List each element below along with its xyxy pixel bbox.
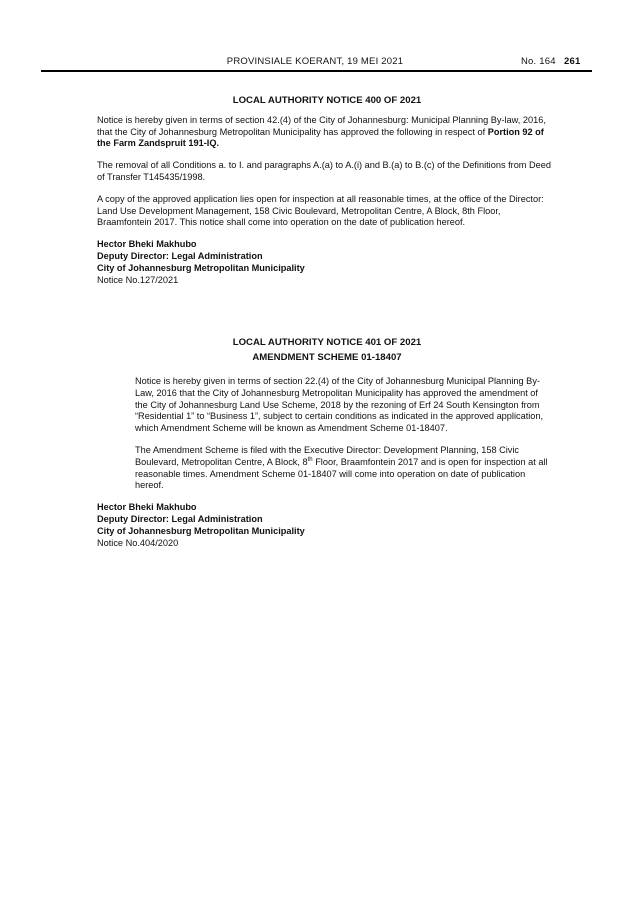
notice-400-p1-text: Notice is hereby given in terms of section 42.(4) of the City of Johannesburg: Municipal Planning By-law, 2016, that the City of Johannesburg Metropolitan Municipality has approved the following in respect of <box>97 114 546 137</box>
notice-401-paragraph-1: Notice is hereby given in terms of section 22.(4) of the City of Johannesburg Municipal Planning By-Law, 2016 that the City of Johannesburg Metropolitan Municipality has approved the amendment of the City of Johannesburg Land Use Scheme, 2018 by the rezoning of Erf 24 South Kensington from “Residential 1” to “Business 1”, subject to certain conditions as indicated in the approved application, which Amendment Scheme will be known as Amendment Scheme 01-18407. <box>135 375 544 434</box>
notice-400-paragraph-3: A copy of the approved application lies open for inspection at all reasonable times, at the office of the Director: Land Use Development Management, 158 Civic Boulevard, Metropolitan Centre, A Block, 8th Floor, Braamfontein 2017. This notice shall come into operation on the date of publication hereof. <box>97 193 544 228</box>
notice-400-paragraph-2: The removal of all Conditions a. to I. and paragraphs A.(a) to A.(i) and B.(a) to B.(c) of the Definitions from Deed of Transfer T145435/1998. <box>97 160 551 182</box>
notice-400-signatory-name: Hector Bheki Makhubo <box>97 239 197 250</box>
notice-400-number: Notice No.127/2021 <box>97 274 179 285</box>
issue-number: No. 164 <box>521 56 556 67</box>
notice-401-p2-text-a: The Amendment Scheme is filed with the Executive Director: Development Planning, 158 Civic Boulevard, Metropolitan Centre, A Block, 8 <box>135 444 520 467</box>
notice-400-title: LOCAL AUTHORITY NOTICE 400 OF 2021 <box>232 95 422 106</box>
notice-400-signatory-org: City of Johannesburg Metropolitan Municipality <box>97 262 305 273</box>
notice-401-signatory-name: Hector Bheki Makhubo <box>97 502 197 513</box>
notice-401-p2-text-b: Floor, Braamfontein 2017 and is open for inspection at all reasonable times. Amendment Scheme 01-18407 will come into operation on date of publication hereof. <box>135 456 548 491</box>
notice-400-property: Portion 92 of the Farm Zandspruit 191-IQ. <box>97 126 544 149</box>
notice-401-number: Notice No.404/2020 <box>97 537 179 548</box>
page-number: 261 <box>564 56 581 67</box>
notice-400-paragraph-1 <box>97 115 557 150</box>
notice-401-title: LOCAL AUTHORITY NOTICE 401 OF 2021 <box>232 337 422 349</box>
notice-spacer <box>97 286 557 328</box>
notice-401-subtitle: AMENDMENT SCHEME 01-18407 <box>252 352 402 364</box>
notice-400 <box>97 95 557 286</box>
notice-401-signatory-title: Deputy Director: Legal Administration <box>97 513 263 524</box>
gazette-title: PROVINSIALE KOERANT, 19 MEI 2021 <box>226 56 404 67</box>
notice-401-p2-superscript: th <box>307 456 313 463</box>
notice-401 <box>97 337 557 549</box>
notice-401-signatory-org: City of Johannesburg Metropolitan Municipality <box>97 525 305 536</box>
notice-400-signatory-title: Deputy Director: Legal Administration <box>97 250 263 261</box>
document-body <box>97 95 557 549</box>
notice-401-paragraph-2 <box>135 445 553 492</box>
header-rule <box>41 70 592 72</box>
